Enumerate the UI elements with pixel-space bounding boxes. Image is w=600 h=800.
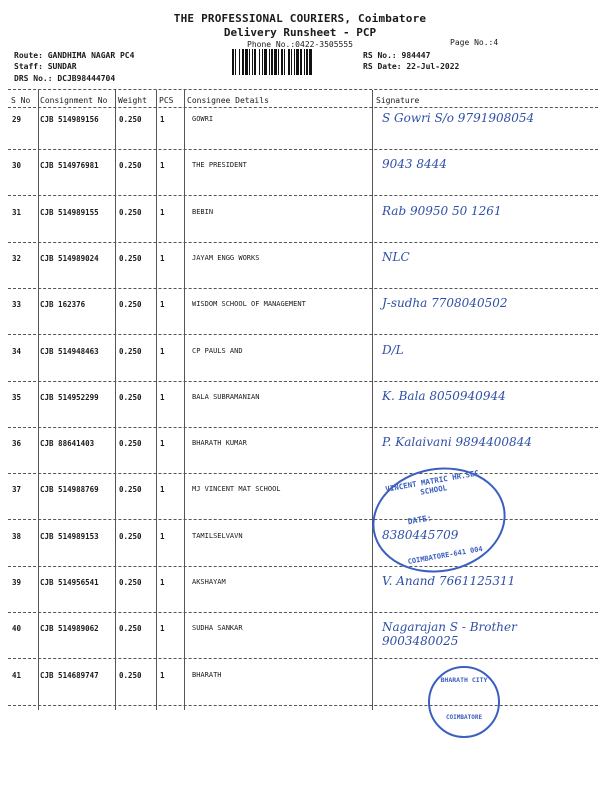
row-signature: Rab 90950 50 1261 — [382, 204, 502, 218]
rs-number: RS No.: 984447 — [363, 51, 431, 60]
row-pcs: 1 — [160, 532, 165, 541]
col-consignee: Consignee Details — [187, 96, 269, 105]
header-bottom-rule — [8, 107, 598, 108]
row-consignment: CJB 88641403 — [40, 439, 95, 448]
bharath-stamp-bottom: COIMBATORE — [445, 714, 483, 721]
col-weight: Weight — [118, 96, 147, 105]
row-pcs: 1 — [160, 161, 165, 170]
row-weight: 0.250 — [119, 254, 142, 263]
row-rule — [8, 519, 598, 520]
row-sno: 34 — [12, 347, 22, 356]
row-consignment: CJB 514988769 — [40, 485, 99, 494]
row-rule — [8, 288, 598, 289]
row-signature: D/L — [382, 343, 404, 357]
col-consignment: Consignment No — [40, 96, 108, 105]
row-weight: 0.250 — [119, 578, 142, 587]
row-rule — [8, 427, 598, 428]
row-rule — [8, 658, 598, 659]
row-consignee: THE PRESIDENT — [192, 161, 247, 169]
route-label: Route: GANDHIMA NAGAR PC4 — [14, 51, 135, 60]
row-rule — [8, 566, 598, 567]
col-sno: S No — [11, 96, 31, 105]
col-divider — [184, 90, 185, 710]
row-pcs: 1 — [160, 624, 165, 633]
row-pcs: 1 — [160, 208, 165, 217]
school-stamp-date: DATE: — [407, 513, 433, 527]
drs-number: DRS No.: DCJB98444704 — [14, 74, 116, 83]
row-weight: 0.250 — [119, 161, 142, 170]
row-signature: 8380445709 — [382, 528, 459, 542]
row-pcs: 1 — [160, 671, 165, 680]
school-stamp-bottom: COIMBATORE-641 004 — [407, 544, 484, 566]
row-consignee: SUDHA SANKAR — [192, 624, 243, 632]
row-rule — [8, 705, 598, 706]
row-weight: 0.250 — [119, 485, 142, 494]
row-consignment: CJB 514989153 — [40, 532, 99, 541]
row-sno: 31 — [12, 208, 22, 217]
row-rule — [8, 334, 598, 335]
row-sno: 35 — [12, 393, 22, 402]
row-consignee: GOWRI — [192, 115, 214, 123]
row-consignee: BEBIN — [192, 208, 214, 216]
row-signature: NLC — [382, 250, 410, 264]
row-pcs: 1 — [160, 347, 165, 356]
row-pcs: 1 — [160, 300, 165, 309]
row-consignee: BHARATH — [192, 671, 222, 679]
col-pcs: PCS — [159, 96, 174, 105]
bharath-stamp-top: BHARATH CITY — [440, 676, 488, 684]
bharath-stamp — [428, 666, 500, 738]
row-weight: 0.250 — [119, 115, 142, 124]
col-divider — [372, 90, 373, 710]
row-sno: 29 — [12, 115, 22, 124]
staff-label: Staff: SUNDAR — [14, 62, 77, 71]
row-consignment: CJB 514989155 — [40, 208, 99, 217]
phone-number: Phone No.:0422-3505555 — [247, 40, 353, 49]
row-consignment: CJB 514989156 — [40, 115, 99, 124]
row-consignment: CJB 514976981 — [40, 161, 99, 170]
row-pcs: 1 — [160, 485, 165, 494]
row-consignment: CJB 514989062 — [40, 624, 99, 633]
row-consignee: BHARATH KUMAR — [192, 439, 247, 447]
row-weight: 0.250 — [119, 624, 142, 633]
row-signature: Nagarajan S - Brother 9003480025 — [382, 620, 517, 648]
row-rule — [8, 473, 598, 474]
row-consignment: CJB 514948463 — [40, 347, 99, 356]
header-top-rule — [8, 89, 598, 90]
row-weight: 0.250 — [119, 393, 142, 402]
row-signature: K. Bala 8050940944 — [382, 389, 506, 403]
row-consignment: CJB 514956541 — [40, 578, 99, 587]
row-consignee: JAYAM ENGG WORKS — [192, 254, 260, 262]
sheet-title: Delivery Runsheet - PCP — [223, 26, 377, 39]
col-divider — [38, 90, 39, 710]
row-weight: 0.250 — [119, 347, 142, 356]
row-sno: 39 — [12, 578, 22, 587]
row-rule — [8, 149, 598, 150]
row-consignment: CJB 162376 — [40, 300, 86, 309]
row-signature: V. Anand 7661125311 — [382, 574, 516, 588]
row-consignee: CP PAULS AND — [192, 347, 243, 355]
row-rule — [8, 381, 598, 382]
row-weight: 0.250 — [119, 532, 142, 541]
col-signature: Signature — [376, 96, 420, 105]
row-pcs: 1 — [160, 254, 165, 263]
row-rule — [8, 195, 598, 196]
row-consignee: AKSHAYAM — [192, 578, 226, 586]
row-pcs: 1 — [160, 439, 165, 448]
row-weight: 0.250 — [119, 300, 142, 309]
row-signature: P. Kalaivani 9894400844 — [382, 435, 532, 449]
row-sno: 37 — [12, 485, 22, 494]
school-stamp — [364, 457, 514, 583]
row-consignee: WISDOM SCHOOL OF MANAGEMENT — [192, 300, 306, 308]
barcode — [232, 49, 358, 75]
row-signature: J-sudha 7708040502 — [382, 296, 508, 310]
col-divider — [156, 90, 157, 710]
col-divider — [115, 90, 116, 710]
row-sno: 32 — [12, 254, 22, 263]
row-sno: 38 — [12, 532, 22, 541]
school-stamp-top: VINCENT MATRIC HR.SEC SCHOOL — [384, 468, 480, 497]
row-weight: 0.250 — [119, 671, 142, 680]
row-sno: 33 — [12, 300, 22, 309]
row-sno: 40 — [12, 624, 22, 633]
row-weight: 0.250 — [119, 208, 142, 217]
row-rule — [8, 612, 598, 613]
row-signature: S Gowri S/o 9791908054 — [382, 111, 535, 125]
company-title: THE PROFESSIONAL COURIERS, Coimbatore — [173, 12, 427, 25]
page-number: Page No.:4 — [450, 38, 499, 47]
row-pcs: 1 — [160, 393, 165, 402]
row-pcs: 1 — [160, 115, 165, 124]
row-consignee: BALA SUBRAMANIAN — [192, 393, 260, 401]
row-consignment: CJB 514689747 — [40, 671, 99, 680]
row-consignee: TAMILSELVAVN — [192, 532, 243, 540]
row-consignee: MJ VINCENT MAT SCHOOL — [192, 485, 281, 493]
rs-date: RS Date: 22-Jul-2022 — [363, 62, 460, 71]
row-consignment: CJB 514989024 — [40, 254, 99, 263]
row-consignment: CJB 514952299 — [40, 393, 99, 402]
row-pcs: 1 — [160, 578, 165, 587]
row-signature: 9043 8444 — [382, 157, 447, 171]
row-sno: 36 — [12, 439, 22, 448]
row-rule — [8, 242, 598, 243]
row-weight: 0.250 — [119, 439, 142, 448]
row-sno: 30 — [12, 161, 22, 170]
row-sno: 41 — [12, 671, 22, 680]
